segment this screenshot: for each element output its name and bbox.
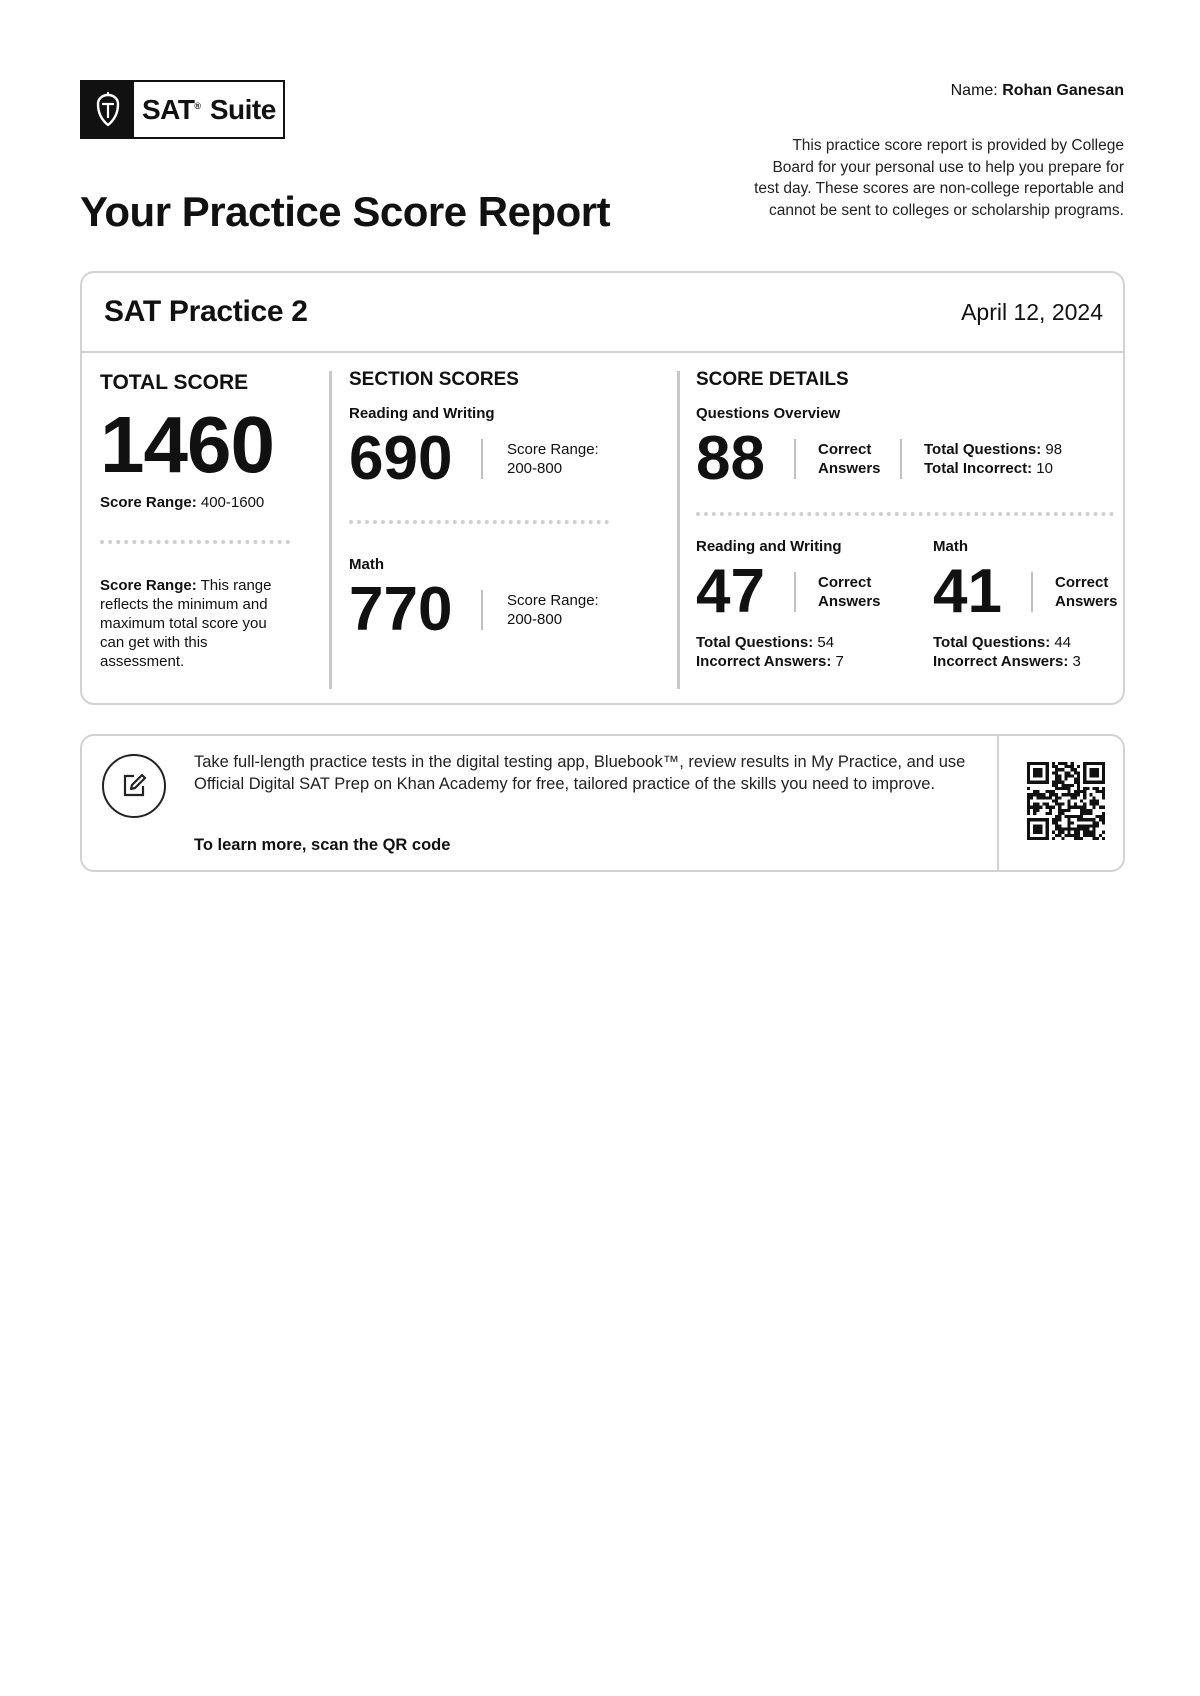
total-score-column <box>100 353 290 671</box>
score-details-heading: SCORE DETAILS <box>696 369 849 390</box>
mini-divider <box>900 439 902 479</box>
pencil-edit-icon <box>102 754 166 818</box>
sat-suite-logo <box>80 80 285 139</box>
test-date: April 12, 2024 <box>961 298 1103 325</box>
details-rw-correct-label: Correct Answers <box>818 574 881 610</box>
details-reading-writing <box>696 538 933 671</box>
section-name-math: Math <box>349 556 384 573</box>
section-score-math <box>349 575 609 644</box>
mini-divider <box>1031 572 1033 612</box>
mini-divider <box>794 572 796 612</box>
details-math-score-row <box>933 557 1118 626</box>
reading-writing-score: 690 <box>349 424 453 493</box>
overview-totals: Total Questions: 98 Total Incorrect: 10 <box>924 441 1063 477</box>
practice-promo-box <box>80 734 1125 872</box>
math-score: 770 <box>349 575 453 644</box>
details-math-label: Math <box>933 538 968 555</box>
promo-cta: To learn more, scan the QR code <box>194 836 451 854</box>
math-range: Score Range: 200-800 <box>507 592 599 628</box>
divider <box>100 540 290 544</box>
details-math <box>933 538 1118 671</box>
details-math-correct: 41 <box>933 557 1002 626</box>
questions-overview <box>696 424 1121 493</box>
reading-writing-range: Score Range: 200-800 <box>507 441 599 477</box>
overview-correct-count: 88 <box>696 424 765 493</box>
details-rw-correct: 47 <box>696 557 765 626</box>
qr-code-icon[interactable] <box>1027 762 1105 840</box>
score-report-card <box>80 271 1125 705</box>
student-name: Name: Rohan Ganesan <box>950 82 1124 99</box>
details-rw-score-row <box>696 557 933 626</box>
details-breakdown <box>696 538 1121 671</box>
section-score-reading-writing <box>349 424 609 493</box>
mini-divider <box>794 439 796 479</box>
details-rw-totals: Total Questions: 54 Incorrect Answers: 7 <box>696 634 844 670</box>
questions-overview-label: Questions Overview <box>696 405 841 422</box>
details-math-totals: Total Questions: 44 Incorrect Answers: 3 <box>933 634 1081 670</box>
page-title: Your Practice Score Report <box>80 188 611 235</box>
total-score-value: 1460 <box>100 400 274 489</box>
score-range-note: Score Range: This range reflects the minimum and maximum total score you can get with this assessment. <box>100 577 272 670</box>
promo-text: Take full-length practice tests in the digital testing app, Bluebook™, review results in My Practice, and use Official Digital SAT Prep on Khan Academy for free, tailored practice of the skills you need to improve. <box>194 753 966 793</box>
mini-divider <box>481 439 483 479</box>
test-name: SAT Practice 2 <box>104 295 308 328</box>
section-name-reading-writing: Reading and Writing <box>349 405 495 422</box>
divider <box>696 512 1114 516</box>
section-scores-heading: SECTION SCORES <box>349 369 519 390</box>
details-math-correct-label: Correct Answers <box>1055 574 1118 610</box>
details-rw-label: Reading and Writing <box>696 538 842 555</box>
score-details-column <box>696 353 1121 671</box>
promo-divider <box>997 736 999 870</box>
column-divider <box>677 371 680 689</box>
disclaimer-text: This practice score report is provided by College Board for your personal use to help you prepare for test day. These scores are non-college reportable and cannot be sent to colleges or scholarship programs. <box>754 137 1124 219</box>
logo-wordmark: SAT ® Suite <box>142 93 276 125</box>
total-score-heading: TOTAL SCORE <box>100 371 249 394</box>
card-header <box>82 273 1123 353</box>
total-score-range: Score Range: 400-1600 <box>100 494 265 511</box>
overview-correct-label: Correct Answers <box>818 441 881 477</box>
section-scores-column <box>349 353 609 644</box>
column-divider <box>329 371 332 689</box>
mini-divider <box>481 590 483 630</box>
acorn-shield-icon <box>82 82 134 137</box>
divider <box>349 520 609 524</box>
